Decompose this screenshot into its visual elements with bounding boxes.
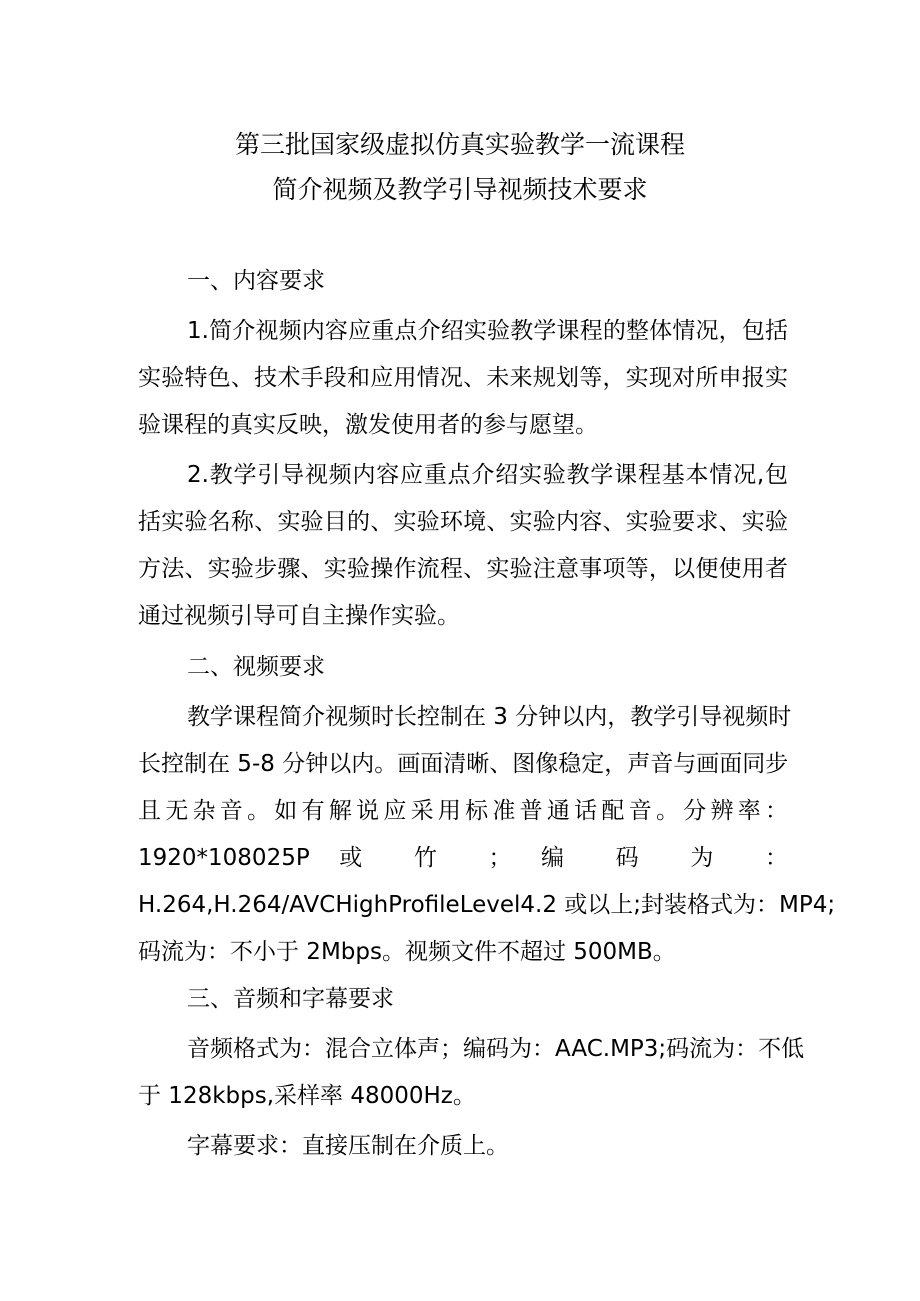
paragraph-line: 方法、实验步骤、实验操作流程、实验注意事项等，以便使用者 <box>138 556 788 582</box>
subtitle-requirement-line: 字幕要求：直接压制在介质上。 <box>187 1133 509 1159</box>
paragraph-line: H.264,H.264/AVCHighProfileLevel4.2 或以上;封装格式为：MP4; <box>138 892 836 918</box>
document-title-line-1: 第三批国家级虚拟仿真实验教学一流课程 <box>234 130 685 159</box>
paragraph-line: 验课程的真实反映，激发使用者的参与愿望。 <box>138 412 598 438</box>
section-heading-video: 二、视频要求 <box>187 654 325 680</box>
document-title-line-2: 简介视频及教学引导视频技术要求 <box>272 175 648 204</box>
paragraph-line: 实验特色、技术手段和应用情况、未来规划等，实现对所申报实 <box>138 365 788 391</box>
paragraph-line: 括实验名称、实验目的、实验环境、实验内容、实验要求、实验 <box>138 509 788 535</box>
section-heading-content: 一、内容要求 <box>187 268 325 294</box>
paragraph-line: 通过视频引导可自主操作实验。 <box>138 603 460 629</box>
paragraph-line: 码流为：不小于 2Mbps。视频文件不超过 500MB。 <box>138 939 676 965</box>
paragraph-line: 音频格式为：混合立体声；编码为：AAC.MP3;码流为：不低 <box>187 1036 805 1062</box>
section-heading-audio-subtitle: 三、音频和字幕要求 <box>187 986 394 1012</box>
paragraph-line: 1920*108025P 或 竹 ； 编 码 为 ： <box>138 845 788 871</box>
paragraph-line: 教学课程简介视频时长控制在 3 分钟以内，教学引导视频时 <box>187 704 792 730</box>
paragraph-line: 2.教学引导视频内容应重点介绍实验教学课程基本情况,包 <box>187 462 788 488</box>
paragraph-line: 长控制在 5-8 分钟以内。画面清晰、图像稳定，声音与画面同步 <box>138 751 789 777</box>
paragraph-line: 1.简介视频内容应重点介绍实验教学课程的整体情况，包括 <box>187 318 788 344</box>
paragraph-line: 且无杂音。如有解说应采用标准普通话配音。分辨率： <box>138 798 788 824</box>
paragraph-line: 于 128kbps,采样率 48000Hz。 <box>138 1083 476 1109</box>
